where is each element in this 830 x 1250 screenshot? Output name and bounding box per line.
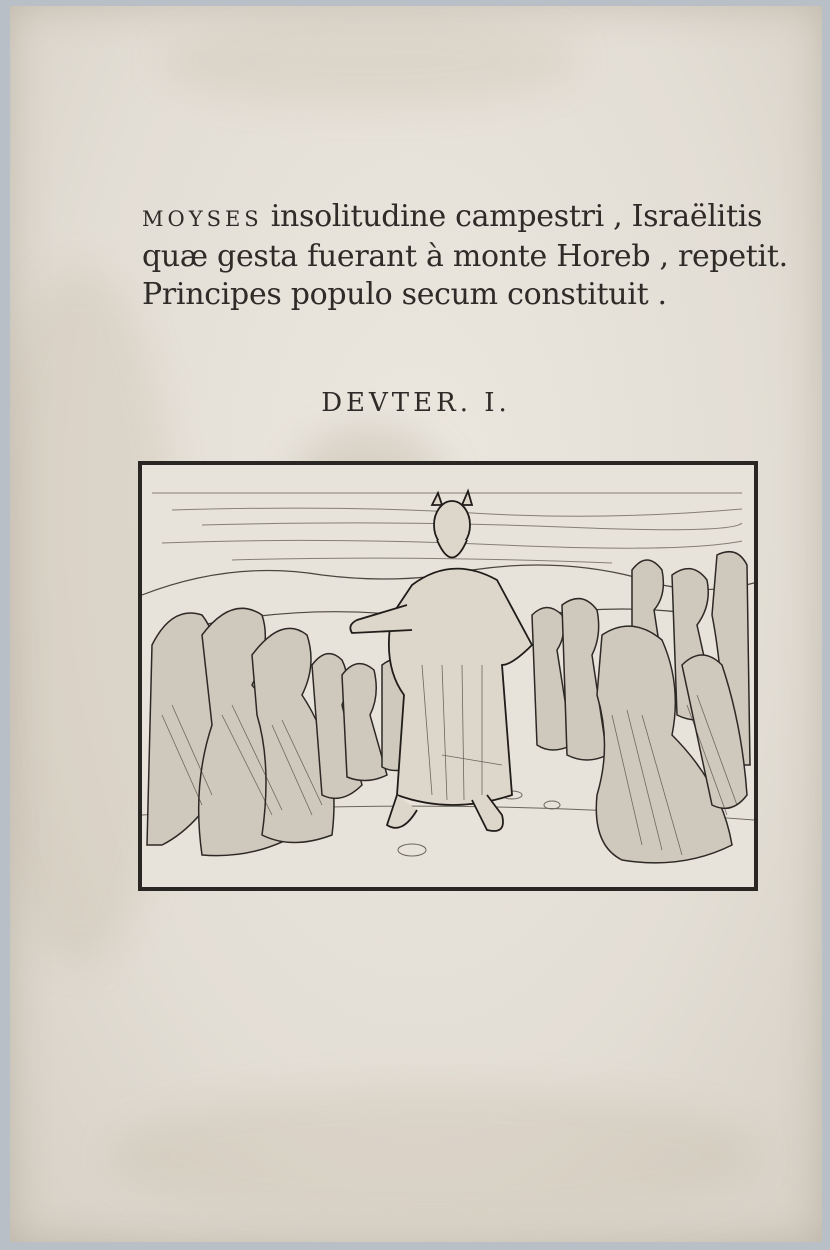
caption-line-2: quæ gesta fuerant à monte Horeb , repetit. xyxy=(142,239,788,274)
caption-line-3: Principes populo secum constituit . xyxy=(142,277,667,312)
page-caption xyxy=(142,198,802,314)
caption-lead: MOYSES xyxy=(142,207,263,231)
caption-line-1: MOYSES insolitudine campestri , Israëlitis xyxy=(142,199,763,234)
book-page xyxy=(10,6,822,1242)
water-stain xyxy=(160,16,580,106)
woodcut-illustration xyxy=(138,461,758,891)
water-stain xyxy=(110,1086,760,1226)
woodcut-image xyxy=(142,465,754,887)
book-heading: DEVTER. I. xyxy=(321,388,511,418)
